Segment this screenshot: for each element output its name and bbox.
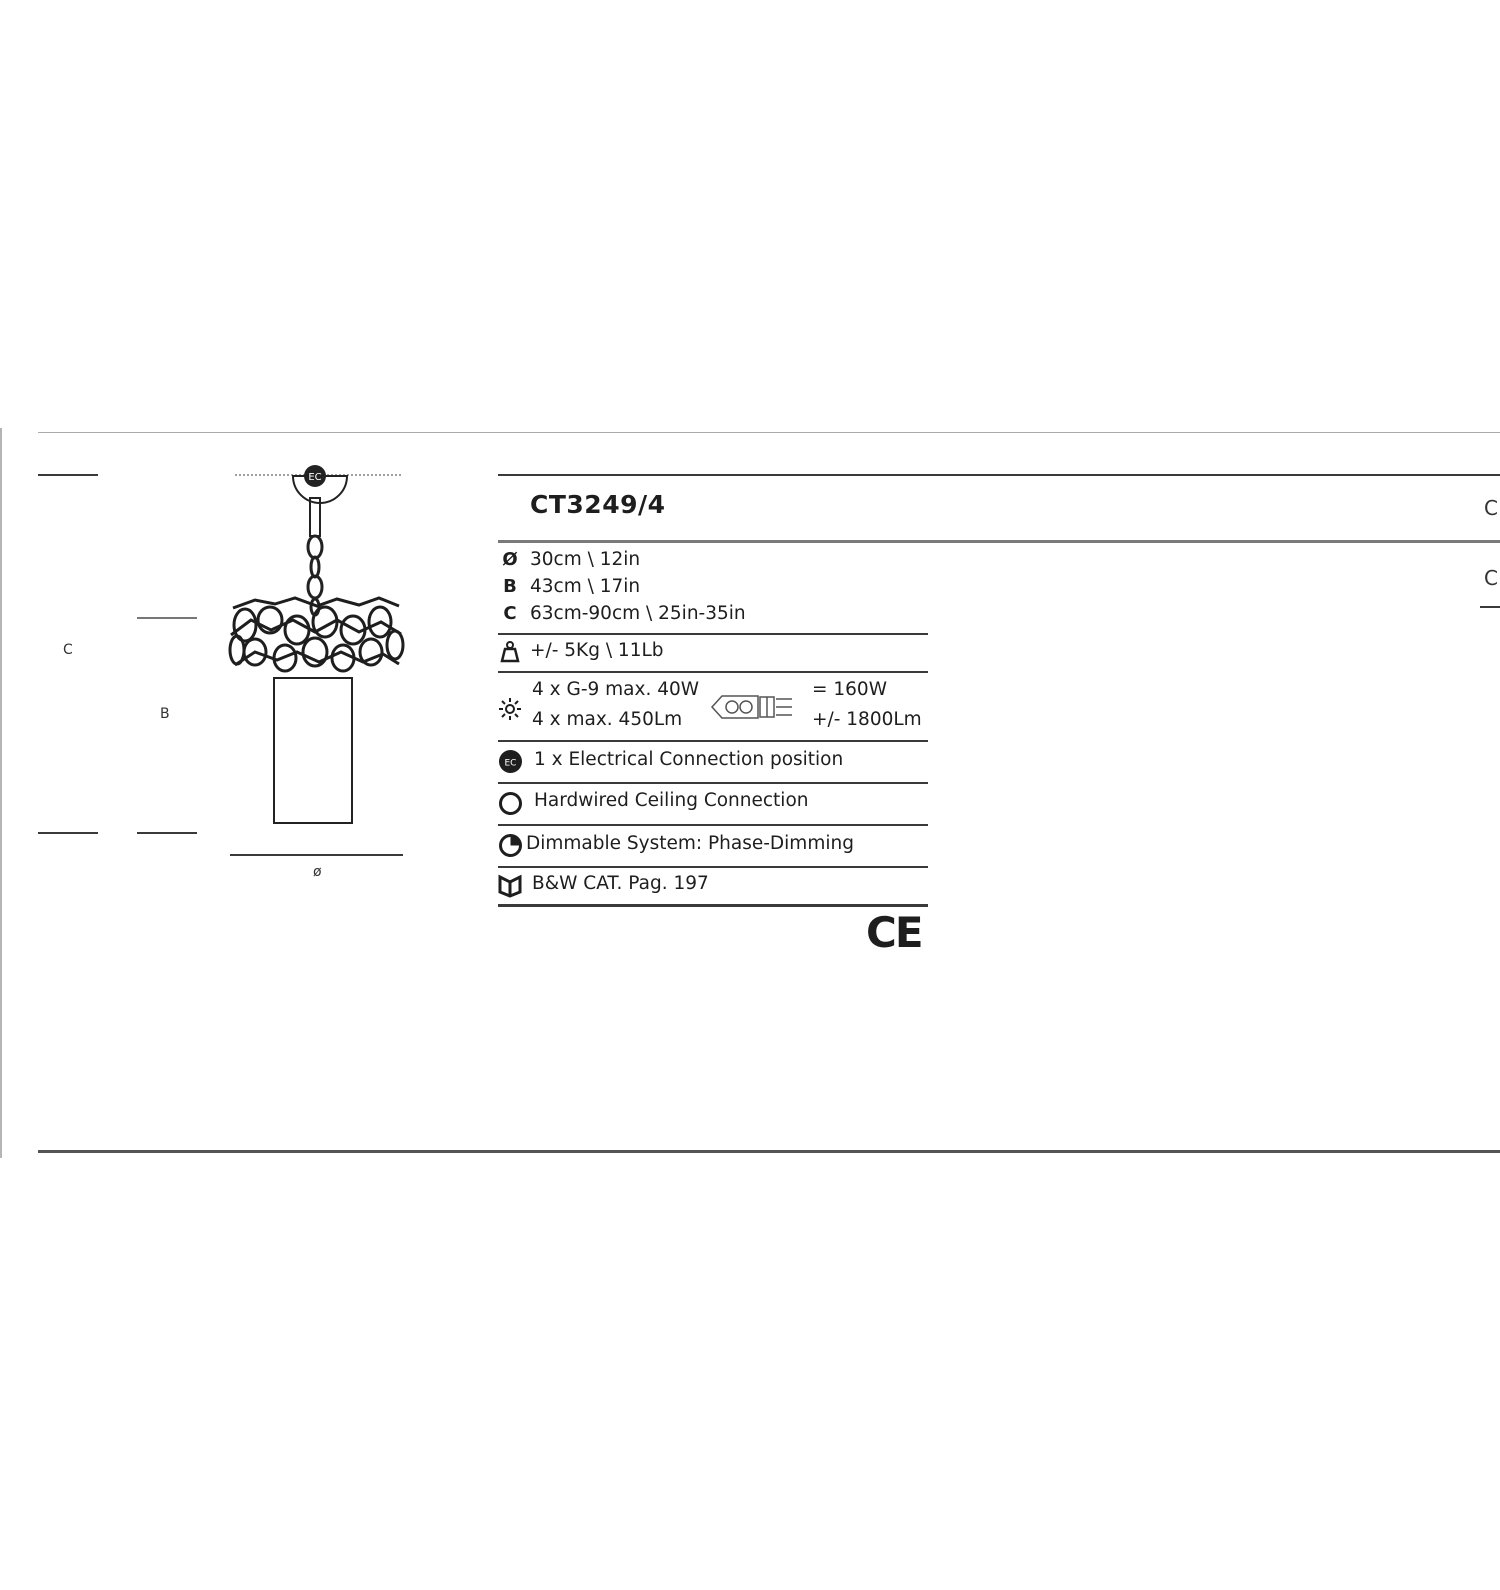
lamp-total-watts: = 160W: [812, 679, 887, 700]
product-drawing: [225, 460, 410, 835]
feature-catalog: B&W CAT. Pag. 197: [532, 873, 709, 894]
height-b-symbol: B: [503, 576, 517, 597]
dim-line-c-bottom: [38, 832, 98, 834]
dim-label-diameter: ø: [313, 864, 322, 880]
bottom-rule: [38, 1150, 1500, 1153]
dimmable-icon: [498, 833, 523, 858]
spec-top-rule: [498, 474, 1500, 476]
spec-rule-7: [498, 904, 928, 907]
ce-mark: CE: [866, 908, 922, 957]
ceiling-connection-icon: [498, 791, 523, 816]
left-border: [0, 428, 2, 1158]
lamp-type: 4 x G-9 max. 40W: [532, 679, 700, 700]
model-title: CT3249/4: [530, 490, 666, 519]
lamp-total-lumen: +/- 1800Lm: [812, 709, 922, 730]
spec-rule-2: [498, 671, 928, 673]
dim-label-c: C: [63, 642, 73, 658]
spec-rule-3: [498, 740, 928, 742]
dim-line-b-bottom: [137, 832, 197, 834]
ec-label: EC: [308, 472, 322, 483]
spec-rule-1: [498, 633, 928, 635]
svg-text:EC: EC: [504, 758, 517, 769]
dim-line-b-top: [137, 617, 197, 619]
spec-header-rule: [498, 540, 1500, 543]
feature-dimmable: Dimmable System: Phase-Dimming: [526, 833, 854, 854]
weight-value: +/- 5Kg \ 11Lb: [530, 640, 664, 661]
g9-bulb-icon: [710, 692, 795, 722]
next-column-letter-bottom: C: [1484, 566, 1498, 590]
spec-rule-6: [498, 866, 928, 868]
dim-line-diameter: [230, 854, 403, 856]
dim-label-b: B: [160, 706, 170, 722]
dimension-diameter: 30cm \ 12in: [530, 549, 641, 570]
lamp-sun-icon: [498, 697, 522, 721]
electrical-connection-icon: [498, 749, 523, 774]
catalog-icon: [498, 874, 522, 898]
weight-icon: [500, 641, 520, 663]
diameter-symbol: Ø: [502, 549, 518, 570]
lamp-lumen: 4 x max. 450Lm: [532, 709, 683, 730]
feature-ceiling-connection: Hardwired Ceiling Connection: [534, 790, 809, 811]
next-column-letter-top: C: [1484, 496, 1498, 520]
next-column-rule: [1480, 606, 1500, 608]
top-rule: [38, 432, 1500, 433]
dim-line-c-top: [38, 474, 98, 476]
spec-rule-5: [498, 824, 928, 826]
dimension-c: 63cm-90cm \ 25in-35in: [530, 603, 746, 624]
spec-rule-4: [498, 782, 928, 784]
feature-electrical-connection: 1 x Electrical Connection position: [534, 749, 844, 770]
height-c-symbol: C: [503, 603, 517, 624]
dimension-b: 43cm \ 17in: [530, 576, 641, 597]
